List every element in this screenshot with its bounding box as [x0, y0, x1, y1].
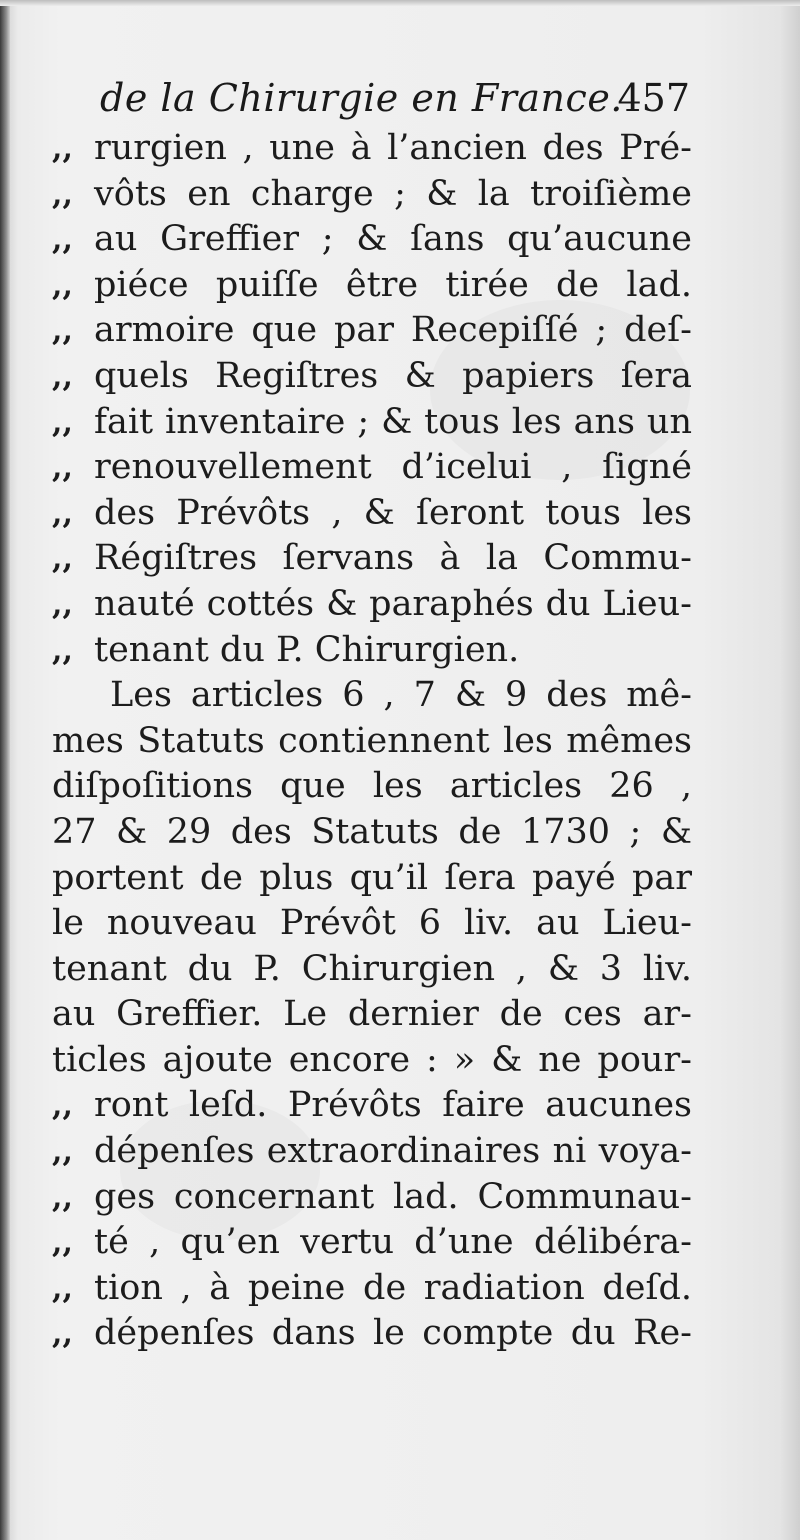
line-text: ront leſd. Prévôts faire aucunes: [94, 1085, 692, 1126]
quote-mark: ,,: [52, 1088, 73, 1124]
line-text: mes Statuts contiennent les mêmes: [52, 720, 692, 761]
quote-mark: ,,: [52, 404, 73, 440]
text-line: [52, 445, 692, 491]
line-text: vôts en charge ; & la troiſième: [94, 173, 692, 214]
line-text: tenant du P. Chirurgien.: [94, 629, 520, 670]
text-line: [52, 810, 692, 856]
quote-mark: ,,: [52, 1270, 73, 1306]
quote-mark: ,,: [52, 495, 73, 531]
text-line: [52, 354, 692, 400]
text-line: [52, 1311, 692, 1357]
line-text: dépenſes extraordinaires ni voya-: [94, 1131, 692, 1172]
quote-mark: ,,: [52, 267, 73, 303]
text-line: [52, 628, 692, 674]
text-line: [52, 1038, 692, 1084]
line-text: au Greffier. Le dernier de ces ar-: [52, 994, 692, 1035]
running-title: de la Chirurgie en France.: [100, 76, 623, 120]
text-line: [52, 1220, 692, 1266]
quote-mark: ,,: [52, 313, 73, 349]
line-text: rurgien , une à l’ancien des Pré-: [94, 128, 692, 168]
text-line: [52, 491, 692, 537]
line-text: diſpoſitions que les articles 26 ,: [52, 766, 692, 807]
quote-mark: ,,: [52, 541, 73, 577]
quote-mark: ,,: [52, 222, 73, 258]
line-text: dépenſes dans le compte du Re-: [94, 1313, 692, 1354]
line-text: au Greffier ; & ſans qu’aucune: [94, 219, 692, 260]
quote-mark: ,,: [52, 450, 73, 486]
page-edge-shadow: [0, 0, 10, 1540]
line-text: nauté cottés & paraphés du Lieu-: [94, 583, 692, 624]
page-top-edge: [0, 0, 800, 6]
line-text: fait inventaire ; & tous les ans un: [94, 401, 692, 442]
line-text: ges concernant lad. Communau-: [94, 1176, 692, 1217]
text-line: [52, 217, 692, 263]
text-line: [52, 536, 692, 582]
quote-mark: ,,: [52, 1179, 73, 1215]
text-line: [52, 172, 692, 218]
line-text: le nouveau Prévôt 6 liv. au Lieu-: [52, 903, 692, 944]
body-text: [52, 126, 692, 1357]
text-line: [52, 1083, 692, 1129]
text-line: [52, 582, 692, 628]
text-line: [52, 719, 692, 765]
text-line: [52, 992, 692, 1038]
line-text: armoire que par Recepiſſé ; deſ-: [94, 310, 692, 351]
text-line: [52, 947, 692, 993]
text-line: [52, 1129, 692, 1175]
line-text: renouvellement d’icelui , ſigné: [94, 447, 692, 488]
text-line: [52, 764, 692, 810]
quote-mark: ,,: [52, 632, 73, 668]
quote-mark: ,,: [52, 1316, 73, 1352]
line-text: ticles ajoute encore : » & ne pour-: [52, 1039, 692, 1080]
line-text: Les articles 6 , 7 & 9 des mê-: [110, 675, 692, 716]
line-text: piéce puiſſe être tirée de lad.: [94, 264, 692, 305]
text-line: [52, 263, 692, 309]
quote-mark: ,,: [52, 586, 73, 622]
text-line: [52, 400, 692, 446]
quote-mark: ,,: [52, 176, 73, 212]
text-line: [52, 1175, 692, 1221]
line-text: tenant du P. Chirurgien , & 3 liv.: [52, 948, 692, 989]
text-line: [52, 308, 692, 354]
quote-mark: ,,: [52, 358, 73, 394]
running-head: [100, 68, 690, 128]
line-text: des Prévôts , & ſeront tous les: [94, 492, 692, 533]
page-number: 457: [617, 76, 690, 120]
line-text: Régiſtres ſervans à la Commu-: [94, 538, 692, 579]
text-line: [52, 856, 692, 902]
line-text: 27 & 29 des Statuts de 1730 ; &: [52, 811, 692, 852]
text-line: [52, 1266, 692, 1312]
quote-mark: ,,: [52, 131, 73, 166]
line-text: portent de plus qu’il ſera payé par: [52, 857, 692, 898]
line-text: té , qu’en vertu d’une délibéra-: [94, 1222, 692, 1263]
quote-mark: ,,: [52, 1134, 73, 1170]
text-line: [52, 126, 692, 172]
line-text: quels Regiſtres & papiers ſera: [94, 355, 692, 396]
text-line: [52, 673, 692, 719]
quote-mark: ,,: [52, 1225, 73, 1261]
line-text: tion , à peine de radiation deſd.: [94, 1267, 692, 1308]
text-line: [52, 901, 692, 947]
